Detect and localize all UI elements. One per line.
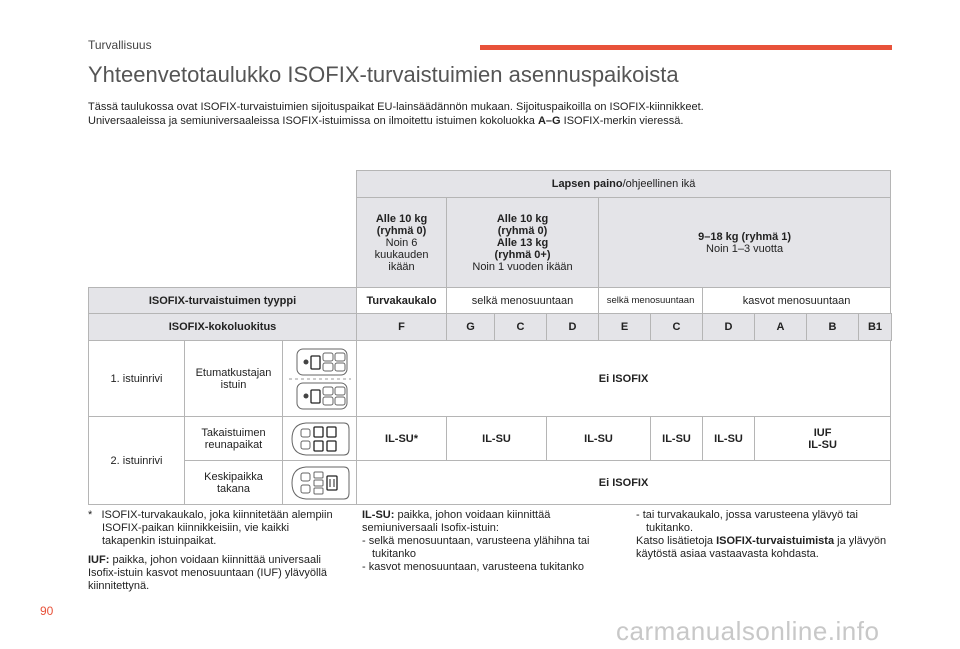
group-0-header: Alle 10 kg (ryhmä 0) Noin 6 kuukauden ikään [357,198,447,288]
child-weight-header: Lapsen paino/ohjeellinen ikä [357,171,891,198]
rear-center-seat-label: Keskipaikka takana [185,461,283,505]
group-1-header: 9–18 kg (ryhmä 1) Noin 1–3 vuotta [599,198,891,288]
type-rear-facing-2: selkä menosuuntaan [599,288,703,314]
rear-center-diagram-cell [283,461,357,505]
front-seat-diagram-cell [283,341,357,417]
type-forward-facing: kasvot menosuuntaan [703,288,891,314]
rear-outer-value: IL-SU [547,417,651,461]
accent-bar [480,45,892,50]
header-row-weight [89,171,892,198]
seat-type-row [89,288,892,314]
rear-outer-seats-label: Takaistuimen reunapaikat [185,417,283,461]
footnote-ilsu: IL-SU: paikka, johon voidaan kiinnittää semiuniversaali Isofix-istuin: [362,509,551,534]
intro-line-2 [88,114,908,128]
size-class-cell: E [599,314,651,341]
footnotes-column-3 [636,509,894,567]
rear-outer-iuf-ilsu: IUF IL-SU [755,417,891,461]
footnote-ilsu-bullet-1: - selkä menosuuntaan, varusteena ylähihna tai tukitanko [362,535,590,560]
size-class-row [89,314,892,341]
rear-outer-value: IL-SU* [357,417,447,461]
section-label: Turvallisuus [88,38,152,52]
intro-line-2-a: Universaaleissa ja semiuniversaaleissa ISOFIX-istuimissa on ilmoitettu istuimen kokoluokka [88,115,538,127]
size-class-cell: G [447,314,495,341]
isofix-table [88,170,892,505]
row-2-outer-seats [89,417,892,461]
footnote-star: * ISOFIX-turvakaukalo, joka kiinnitetään alempiin ISOFIX-paikan kiinnikkeisiin, vie kaikki takapenkin istuinpaikat. [88,509,333,547]
footnotes-column-2 [362,509,614,574]
car-rear-outer-seats-diagram-icon [288,420,352,458]
size-class-cell: F [357,314,447,341]
footnote-iuf: IUF: paikka, johon voidaan kiinnittää universaali Isofix-istuin kasvot menosuuntaan (IUF) ylävyöllä kiinnitettynä. [88,554,328,592]
watermark: carmanualsonline.info [616,616,880,646]
front-seat-ei-isofix: Ei ISOFIX [357,341,891,417]
footnote-see-more: Katso lisätietoja ISOFIX-turvaistuimista ja ylävyön käytöstä asiaa vastaavasta kohdasta. [636,535,887,560]
size-class-cell: D [547,314,599,341]
row-2-center-seat [89,461,892,505]
footnote-ilsu-bullet-2: - kasvot menosuuntaan, varusteena tukitanko [362,561,584,573]
size-class-cell: C [651,314,703,341]
size-range-bold: A–G [537,115,561,127]
size-class-cell: D [703,314,755,341]
row-1-label: 1. istuinrivi [89,341,185,417]
rear-outer-value: IL-SU [447,417,547,461]
rear-outer-value: IL-SU [703,417,755,461]
size-class-cell: B [807,314,859,341]
header-row-groups [89,198,892,288]
type-carrycot: Turvakaukalo [357,288,447,314]
rear-outer-value: IL-SU [651,417,703,461]
seat-type-label: ISOFIX-turvaistuimen tyyppi [89,288,357,314]
page-number: 90 [40,604,54,618]
rear-outer-diagram-cell [283,417,357,461]
group-0plus-header: Alle 10 kg (ryhmä 0) Alle 13 kg (ryhmä 0+) Noin 1 vuoden ikään [447,198,599,288]
footnote-carrycot-bullet: - tai turvakaukalo, jossa varusteena ylävyö tai tukitanko. [636,509,858,534]
intro-line-2-b: ISOFIX-merkin vieressä. [560,115,684,127]
footnotes-column-1 [88,509,338,599]
size-class-cell: C [495,314,547,341]
intro-text [88,100,908,128]
row-1-front-seat [89,341,892,417]
type-rear-facing-1: selkä menosuuntaan [447,288,599,314]
size-class-label: ISOFIX-kokoluokitus [89,314,357,341]
size-class-cell: B1 [859,314,892,341]
car-front-seat-diagram-icon [287,345,353,413]
car-rear-center-seat-diagram-icon [288,464,352,502]
intro-line-1: Tässä taulukossa ovat ISOFIX-turvaistuimien sijoituspaikat EU-lainsäädännön mukaan. Sijoituspaikoilla on ISOFIX-kiinnikkeet. [88,101,704,113]
page-title: Yhteenvetotaulukko ISOFIX-turvaistuimien asennuspaikoista [88,62,679,87]
rear-center-ei-isofix: Ei ISOFIX [357,461,891,505]
front-passenger-seat-label: Etumatkustajan istuin [185,341,283,417]
size-class-cell: A [755,314,807,341]
row-2-label: 2. istuinrivi [89,417,185,505]
